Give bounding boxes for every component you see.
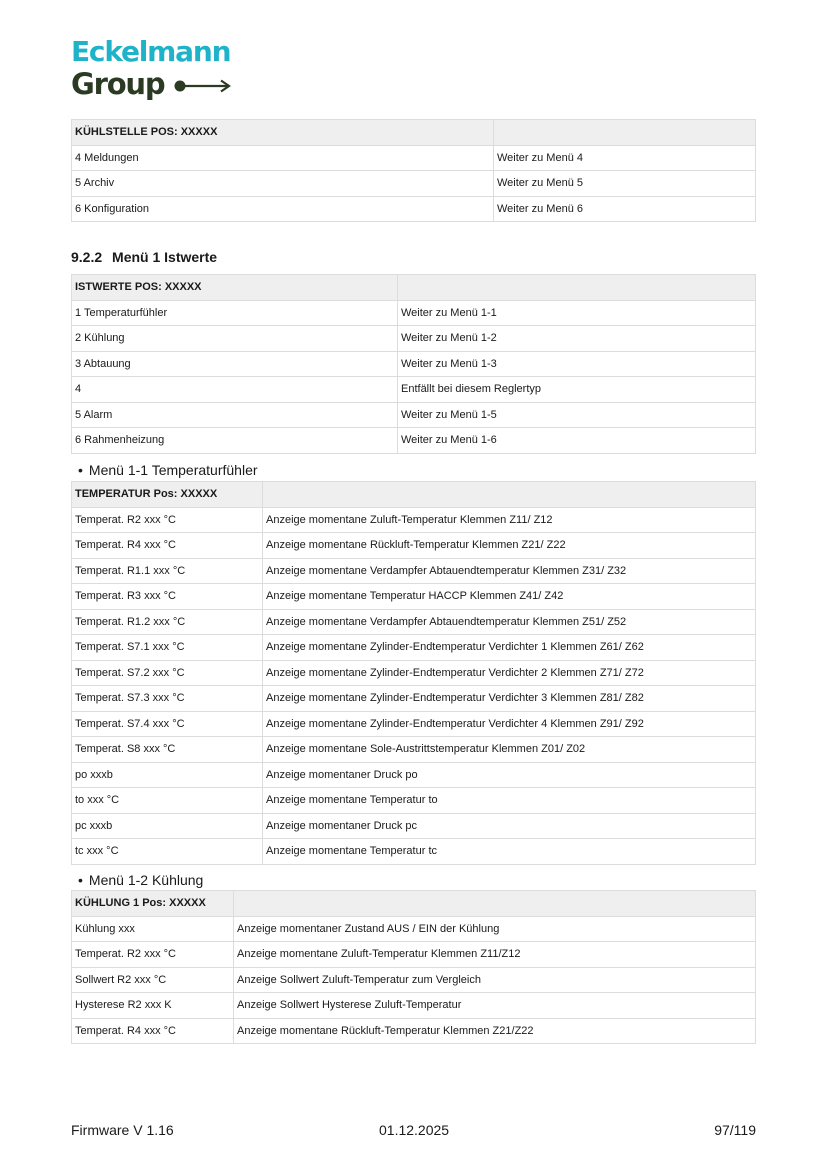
table-header-row xyxy=(72,891,756,917)
param-cell: Temperat. R4 xxx °C xyxy=(72,1018,234,1044)
param-cell: Sollwert R2 xxx °C xyxy=(72,967,234,993)
description-cell: Anzeige momentane Sole-Austrittstemperatur Klemmen Z01/ Z02 xyxy=(263,737,756,763)
table-row xyxy=(72,558,756,584)
description-cell: Anzeige momentane Zylinder-Endtemperatur Verdichter 1 Klemmen Z61/ Z62 xyxy=(263,635,756,661)
table-row xyxy=(72,609,756,635)
istwerte-table xyxy=(71,274,756,454)
param-cell: tc xxx °C xyxy=(72,839,263,865)
param-cell: 6 Rahmenheizung xyxy=(72,428,398,454)
description-cell: Anzeige momentane Zuluft-Temperatur Klemmen Z11/Z12 xyxy=(234,942,756,968)
description-cell: Anzeige Sollwert Hysterese Zuluft-Temperatur xyxy=(234,993,756,1019)
footer-page-number: 97/119 xyxy=(714,1122,756,1138)
table-row xyxy=(72,711,756,737)
table-row xyxy=(72,196,756,222)
table-row xyxy=(72,737,756,763)
table-row xyxy=(72,788,756,814)
description-cell: Anzeige momentane Verdampfer Abtauendtemperatur Klemmen Z31/ Z32 xyxy=(263,558,756,584)
kuehlstelle-table xyxy=(71,119,756,222)
param-cell: 5 Alarm xyxy=(72,402,398,428)
description-cell: Anzeige momentaner Druck po xyxy=(263,762,756,788)
param-cell: 4 xyxy=(72,377,398,403)
table-row xyxy=(72,171,756,197)
description-cell: Anzeige momentane Temperatur tc xyxy=(263,839,756,865)
table-row xyxy=(72,584,756,610)
table-row xyxy=(72,762,756,788)
description-cell: Anzeige momentaner Zustand AUS / EIN der Kühlung xyxy=(234,916,756,942)
table-row xyxy=(72,1018,756,1044)
param-cell: po xxxb xyxy=(72,762,263,788)
description-cell: Anzeige momentane Zylinder-Endtemperatur Verdichter 2 Klemmen Z71/ Z72 xyxy=(263,660,756,686)
param-cell: Temperat. R1.2 xxx °C xyxy=(72,609,263,635)
param-cell: Temperat. S7.3 xxx °C xyxy=(72,686,263,712)
table-header-cell xyxy=(234,891,756,917)
table-header-cell xyxy=(494,120,756,146)
arrow-icon xyxy=(174,79,232,93)
description-cell: Anzeige momentaner Druck pc xyxy=(263,813,756,839)
table-row xyxy=(72,533,756,559)
description-cell: Anzeige momentane Verdampfer Abtauendtemperatur Klemmen Z51/ Z52 xyxy=(263,609,756,635)
description-cell: Entfällt bei diesem Reglertyp xyxy=(398,377,756,403)
bullet-dot-icon: • xyxy=(78,462,83,478)
table-header-cell: KÜHLSTELLE POS: XXXXX xyxy=(72,120,494,146)
table-row xyxy=(72,813,756,839)
section-title: Menü 1 Istwerte xyxy=(112,249,218,265)
param-cell: Kühlung xxx xyxy=(72,916,234,942)
section-heading xyxy=(71,248,217,266)
description-cell: Weiter zu Menü 1-6 xyxy=(398,428,756,454)
param-cell: 6 Konfiguration xyxy=(72,196,494,222)
param-cell: Temperat. S7.2 xxx °C xyxy=(72,660,263,686)
param-cell: Temperat. S7.4 xxx °C xyxy=(72,711,263,737)
table-row xyxy=(72,635,756,661)
param-cell: pc xxxb xyxy=(72,813,263,839)
description-cell: Weiter zu Menü 4 xyxy=(494,145,756,171)
table-row xyxy=(72,377,756,403)
table-header-row xyxy=(72,275,756,301)
param-cell: to xxx °C xyxy=(72,788,263,814)
bullet-menu-1-2 xyxy=(78,872,203,888)
table-row xyxy=(72,967,756,993)
table-row xyxy=(72,145,756,171)
description-cell: Anzeige momentane Rückluft-Temperatur Klemmen Z21/Z22 xyxy=(234,1018,756,1044)
bullet-dot-icon: • xyxy=(78,872,83,888)
table-header-row xyxy=(72,482,756,508)
bullet-menu-1-1 xyxy=(78,462,258,478)
table-row xyxy=(72,916,756,942)
description-cell: Anzeige momentane Zuluft-Temperatur Klemmen Z11/ Z12 xyxy=(263,507,756,533)
description-cell: Anzeige Sollwert Zuluft-Temperatur zum Vergleich xyxy=(234,967,756,993)
description-cell: Weiter zu Menü 1-2 xyxy=(398,326,756,352)
logo-line1: Eckelmann xyxy=(71,35,231,68)
logo-line2-row xyxy=(71,68,232,100)
param-cell: 1 Temperaturfühler xyxy=(72,300,398,326)
description-cell: Anzeige momentane Zylinder-Endtemperatur Verdichter 4 Klemmen Z91/ Z92 xyxy=(263,711,756,737)
table-header-cell: ISTWERTE POS: XXXXX xyxy=(72,275,398,301)
section-number: 9.2.2 xyxy=(71,249,103,265)
logo-line2: Group xyxy=(71,67,165,101)
table-row xyxy=(72,402,756,428)
param-cell: 2 Kühlung xyxy=(72,326,398,352)
param-cell: Temperat. R3 xxx °C xyxy=(72,584,263,610)
description-cell: Weiter zu Menü 1-3 xyxy=(398,351,756,377)
description-cell: Weiter zu Menü 5 xyxy=(494,171,756,197)
table-header-cell xyxy=(263,482,756,508)
footer-date: 01.12.2025 xyxy=(379,1122,450,1138)
description-cell: Anzeige momentane Zylinder-Endtemperatur Verdichter 3 Klemmen Z81/ Z82 xyxy=(263,686,756,712)
table-row xyxy=(72,300,756,326)
description-cell: Anzeige momentane Temperatur HACCP Klemmen Z41/ Z42 xyxy=(263,584,756,610)
footer-firmware: Firmware V 1.16 xyxy=(71,1122,174,1138)
bullet-label: Menü 1-1 Temperaturfühler xyxy=(88,462,258,478)
table-header-cell: TEMPERATUR Pos: XXXXX xyxy=(72,482,263,508)
table-row xyxy=(72,993,756,1019)
param-cell: 5 Archiv xyxy=(72,171,494,197)
table-header-row xyxy=(72,120,756,146)
table-row xyxy=(72,942,756,968)
param-cell: Temperat. R2 xxx °C xyxy=(72,942,234,968)
description-cell: Weiter zu Menü 1-5 xyxy=(398,402,756,428)
table-header-cell: KÜHLUNG 1 Pos: XXXXX xyxy=(72,891,234,917)
kuehlung-table xyxy=(71,890,756,1044)
table-row xyxy=(72,686,756,712)
table-header-cell xyxy=(398,275,756,301)
table-row xyxy=(72,839,756,865)
param-cell: Temperat. S7.1 xxx °C xyxy=(72,635,263,661)
table-row xyxy=(72,351,756,377)
param-cell: Temperat. R2 xxx °C xyxy=(72,507,263,533)
param-cell: 3 Abtauung xyxy=(72,351,398,377)
bullet-label: Menü 1-2 Kühlung xyxy=(88,872,204,888)
table-row xyxy=(72,660,756,686)
table-row xyxy=(72,507,756,533)
company-logo xyxy=(71,36,232,100)
table-row xyxy=(72,326,756,352)
temperatur-table xyxy=(71,481,756,865)
param-cell: Temperat. R1.1 xxx °C xyxy=(72,558,263,584)
description-cell: Anzeige momentane Rückluft-Temperatur Klemmen Z21/ Z22 xyxy=(263,533,756,559)
table-row xyxy=(72,428,756,454)
description-cell: Weiter zu Menü 1-1 xyxy=(398,300,756,326)
param-cell: Hysterese R2 xxx K xyxy=(72,993,234,1019)
description-cell: Weiter zu Menü 6 xyxy=(494,196,756,222)
param-cell: Temperat. S8 xxx °C xyxy=(72,737,263,763)
description-cell: Anzeige momentane Temperatur to xyxy=(263,788,756,814)
param-cell: Temperat. R4 xxx °C xyxy=(72,533,263,559)
param-cell: 4 Meldungen xyxy=(72,145,494,171)
